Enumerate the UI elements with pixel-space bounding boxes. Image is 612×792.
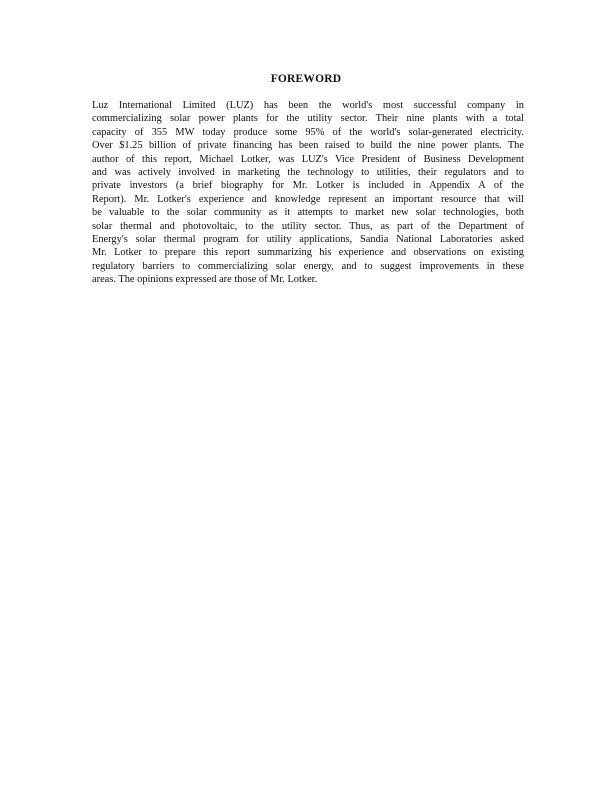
paragraph-line: capacity of 355 MW today produce some 95% of the world's solar-generated electricity. xyxy=(92,126,524,138)
page-title: FOREWORD xyxy=(270,73,342,85)
paragraph-line: and was actively involved in marketing the technology to utilities, their regulators and to xyxy=(92,167,524,179)
paragraph-line: author of this report, Michael Lotker, was LUZ's Vice President of Business Development xyxy=(92,153,524,165)
paragraph-line: Mr. Lotker to prepare this report summarizing his experience and observations on existing xyxy=(92,247,524,259)
paragraph-line: Luz International Limited (LUZ) has been the world's most successful company in xyxy=(92,100,524,111)
paragraph-line: be valuable to the solar community as it attempts to market new solar technologies, both xyxy=(92,207,524,219)
foreword-paragraph xyxy=(92,99,524,287)
paragraph-line: Energy's solar thermal program for utility applications, Sandia National Laboratories asked xyxy=(92,234,524,246)
paragraph-line: regulatory barriers to commercializing solar energy, and to suggest improvements in these xyxy=(92,260,524,272)
paragraph-line: Report). Mr. Lotker's experience and knowledge represent an important resource that will xyxy=(92,193,524,205)
paragraph-line: Over $1.25 billion of private financing has been raised to build the nine power plants. The xyxy=(92,140,524,152)
paragraph-line: private investors (a brief biography for Mr. Lotker is included in Appendix A of the xyxy=(92,180,524,192)
paragraph-line: solar thermal and photovoltaic, to the utility sector. Thus, as part of the Department of xyxy=(92,220,524,232)
paragraph-line: areas. The opinions expressed are those of Mr. Lotker. xyxy=(92,274,318,286)
paragraph-line: commercializing solar power plants for the utility sector. Their nine plants with a total xyxy=(92,113,524,125)
